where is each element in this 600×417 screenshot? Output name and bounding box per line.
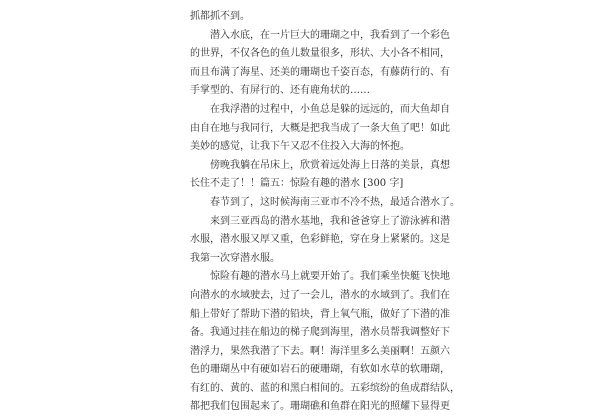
text-line: 手掌型的、有屏行的、还有鹿角状的…… xyxy=(190,85,370,97)
text-line: 傍晚我躺在吊床上，欣赏着远处海上日落的美景，真想 xyxy=(190,159,450,171)
text-line: 而且布满了海星、还美的珊瑚也千姿百态，有藤荫行的、有 xyxy=(190,66,450,78)
text-line: 的世界，不仅各色的鱼儿数量很多，形状、大小各不相同， xyxy=(190,48,450,60)
text-line: 长住不走了！！篇五：惊险有趣的潜水 [300 字] xyxy=(190,178,404,190)
text-line: 有红的、黄的、蓝的和黑白相间的。五彩缤纷的鱼成群结队， xyxy=(190,382,460,394)
text-line: 美妙的感觉，让我下午又忍不住投入大海的怀抱。 xyxy=(190,141,410,153)
text-line: 色的珊瑚丛中有硬如岩石的硬珊瑚，有软如水草的软珊瑚， xyxy=(190,364,450,376)
text-line: 船上带好了帮助下潜的铅块，背上氧气瓶，做好了下潜的准 xyxy=(190,308,450,320)
document-page xyxy=(190,8,460,417)
text-line: 都把我们包围起来了。珊瑚礁和鱼群在阳光的照耀下显得更 xyxy=(190,401,450,413)
text-line: 在我浮潜的过程中，小鱼总是躲的远远的，而大鱼却自 xyxy=(190,103,450,115)
text-line: 潜浮力，果然我潜了下去。啊！海洋里多么美丽啊！五颜六 xyxy=(190,345,450,357)
text-line: 抓都抓不到。 xyxy=(190,11,250,22)
text-line: 备。我通过挂在船边的梯子爬到海里，潜水员帮我调整好下 xyxy=(190,327,450,339)
text-line: 由自在地与我同行，大概是把我当成了一条大鱼了吧！如此 xyxy=(190,122,450,134)
text-line: 潜入水底，在一片巨大的珊瑚之中，我看到了一个彩色 xyxy=(190,29,450,41)
text-line: 春节到了，这时候海南三亚市不冷不热，最适合潜水了。 xyxy=(190,196,460,208)
text-line: 水服，潜水服又厚又重，色彩鲜艳，穿在身上紧紧的。这是 xyxy=(190,234,450,246)
text-line: 来到三亚西岛的潜水基地，我和爸爸穿上了游泳裤和潜 xyxy=(190,215,450,227)
text-line: 惊险有趣的潜水马上就要开始了。我们乘坐快艇飞快地 xyxy=(190,271,450,283)
text-line: 向潜水的水域驶去，过了一会儿，潜水的水域到了。我们在 xyxy=(190,289,450,301)
text-line: 我第一次穿潜水服。 xyxy=(190,252,280,264)
